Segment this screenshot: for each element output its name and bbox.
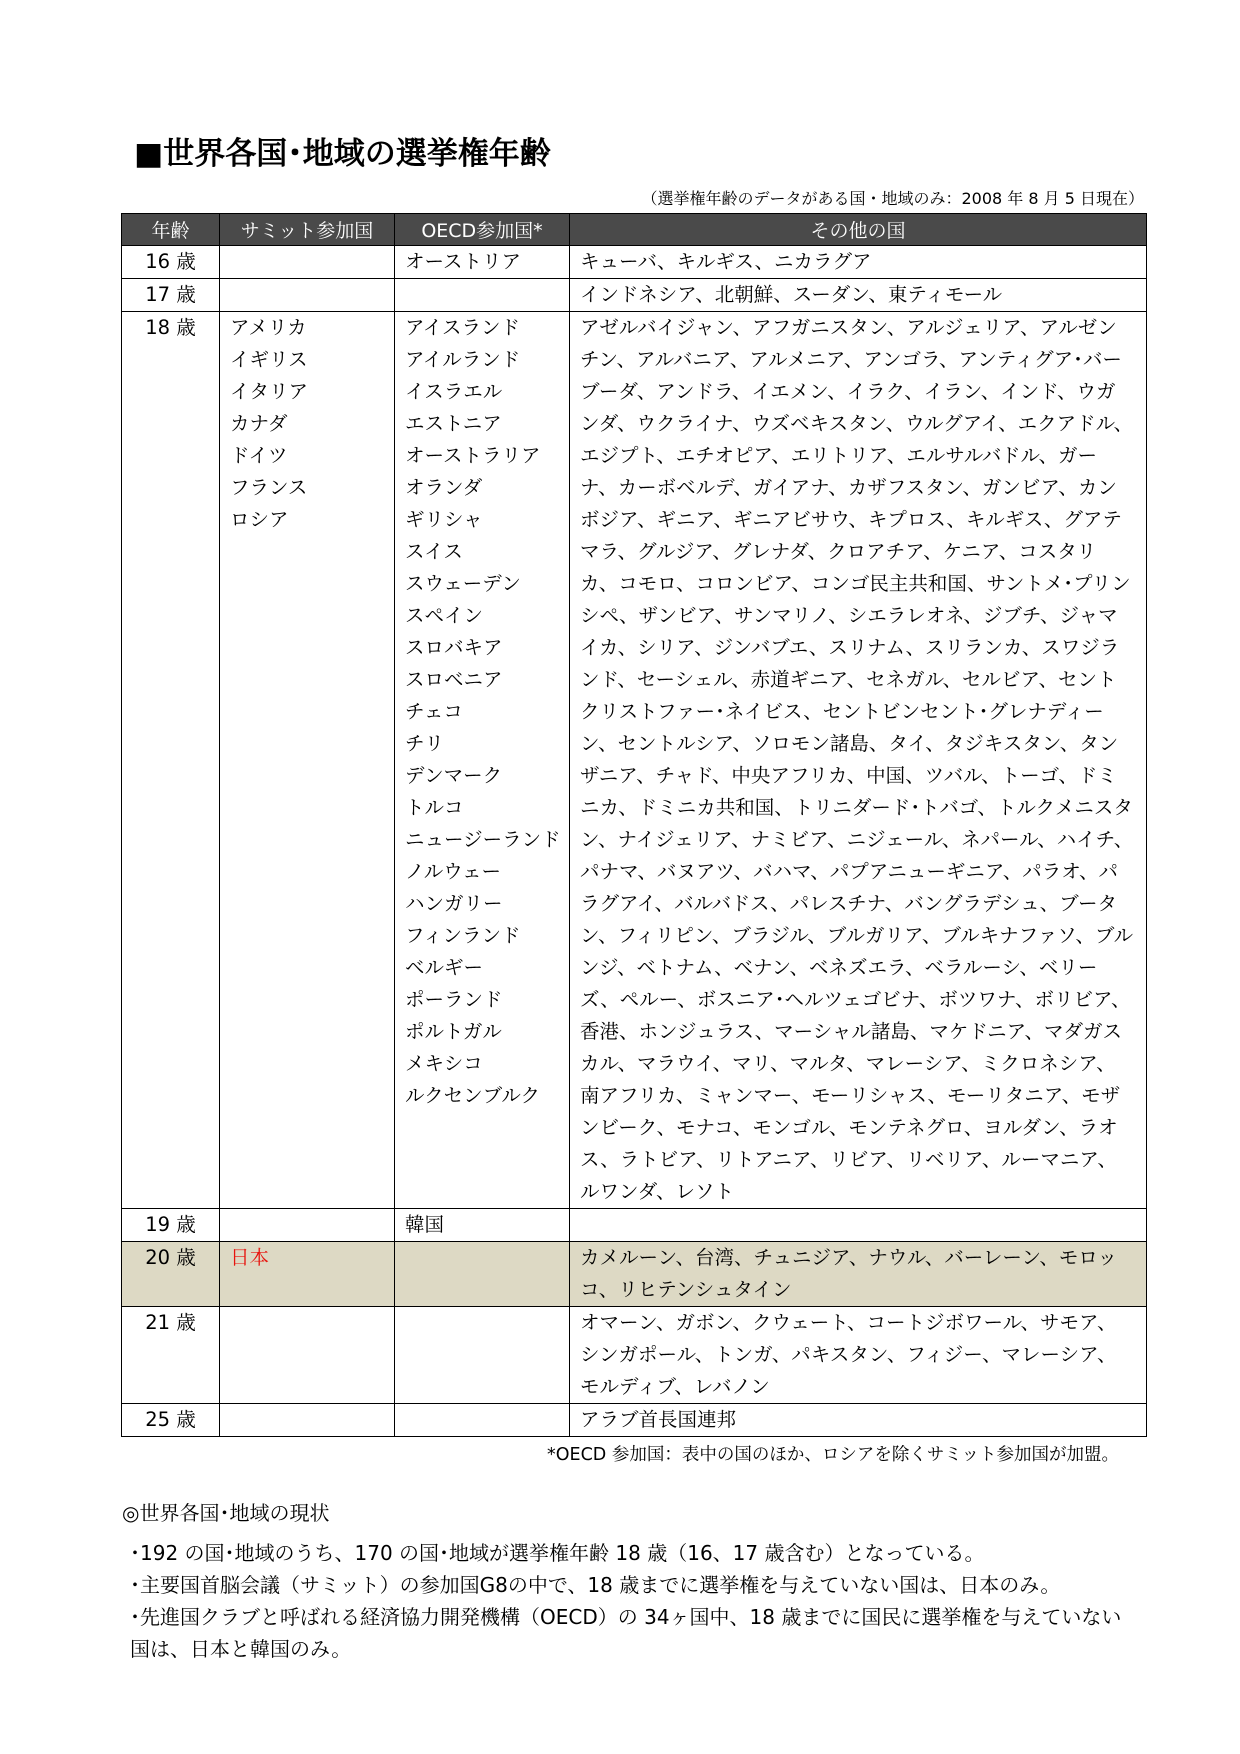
country-item: ポーランド xyxy=(405,988,503,1011)
oecd-cell xyxy=(395,279,570,312)
country-item: ギリシャ xyxy=(405,508,483,531)
bullet-list xyxy=(130,1537,1140,1665)
country-item: オランダ xyxy=(405,476,483,499)
summit-cell xyxy=(220,1209,395,1242)
country-item: ノルウェー xyxy=(405,860,501,883)
other-cell: カメルーン、台湾、チュニジア、ナウル、バーレーン、モロッコ、リヒテンシュタイン xyxy=(570,1242,1147,1307)
other-cell: インドネシア、北朝鮮、スーダン、東ティモール xyxy=(570,279,1147,312)
oecd-cell xyxy=(395,1307,570,1404)
section-title: ◎世界各国･地域の現状 xyxy=(122,1501,330,1525)
age-cell: 21 歳 xyxy=(122,1307,220,1404)
country-item: オーストリア xyxy=(405,250,522,273)
country-item: アメリカ xyxy=(230,316,307,339)
other-cell: キューバ、キルギス、ニカラグア xyxy=(570,246,1147,279)
age-cell: 18 歳 xyxy=(122,312,220,1209)
oecd-cell xyxy=(395,1209,570,1242)
table-header-row xyxy=(122,214,1147,246)
age-cell: 25 歳 xyxy=(122,1404,220,1437)
summit-cell xyxy=(220,279,395,312)
country-item: イタリア xyxy=(230,380,309,403)
other-cell: オマーン、ガボン、クウェート、コートジボワール、サモア、シンガポール、トンガ、パキスタン、フィジー、マレーシア、モルディブ、レバノン xyxy=(570,1307,1147,1404)
oecd-cell xyxy=(395,312,570,1209)
oecd-footnote: *OECD 参加国：表中の国のほか、ロシアを除くサミット参加国が加盟。 xyxy=(547,1445,1119,1465)
header-oecd: OECD参加国* xyxy=(395,214,570,246)
voting-age-table xyxy=(121,213,1147,1437)
table-row-20 xyxy=(122,1242,1147,1307)
other-cell: アゼルバイジャン、アフガニスタン、アルジェリア、アルゼンチン、アルバニア、アルメニア、アンゴラ、アンティグア･バーブーダ、アンドラ、イエメン、イラク、イラン、インド、ウガンダ、ウクライナ、ウズベキスタン、ウルグアイ、エクアドル、エジプト、エチオピア、エリトリア、エルサルバドル、ガーナ、カーボベルデ、ガイアナ、カザフスタン、ガンビア、カンボジア、ギニア、ギニアビサウ、キプロス、キルギス、グアテマラ、グルジア、グレナダ、クロアチア、ケニア、コスタリカ、コモロ、コロンビア、コンゴ民主共和国、サントメ･プリンシペ、ザンビア、サンマリノ、シエラレオネ、ジブチ、ジャマイカ、シリア、ジンバブエ、スリナム、スリランカ、スワジランド、セーシェル、赤道ギニア、セネガル、セルビア、セントクリストファー･ネイビス、セントビンセント･グレナディーン、セントルシア、ソロモン諸島、タイ、タジキスタン、タンザニア、チャド、中央アフリカ、中国、ツバル、トーゴ、ドミニカ、ドミニカ共和国、トリニダード･トバゴ、トルクメニスタン、ナイジェリア、ナミビア、ニジェール、ネパール、ハイチ、パナマ、バヌアツ、バハマ、パプアニューギニア、パラオ、パラグアイ、バルバドス、パレスチナ、バングラデシュ、ブータン、フィリピン、ブラジル、ブルガリア、ブルキナファソ、ブルンジ、ベトナム、ベナン、ベネズエラ、ベラルーシ、ベリーズ、ペルー、ボスニア･ヘルツェゴビナ、ボツワナ、ボリビア、香港、ホンジュラス、マーシャル諸島、マケドニア、マダガスカル、マラウイ、マリ、マルタ、マレーシア、ミクロネシア、南アフリカ、ミャンマー、モーリシャス、モーリタニア、モザンビーク、モナコ、モンゴル、モンテネグロ、ヨルダン、ラオス、ラトビア、リトアニア、リビア、リベリア、ルーマニア、ルワンダ、レソト xyxy=(570,312,1147,1209)
country-item: ルクセンブルク xyxy=(405,1084,540,1107)
table-row-18 xyxy=(122,312,1147,1209)
country-item: スペイン xyxy=(405,604,484,627)
country-item: カナダ xyxy=(230,412,288,435)
country-item: チリ xyxy=(405,732,445,755)
country-item: ベルギー xyxy=(405,956,484,979)
country-item: オーストラリア xyxy=(405,444,541,467)
summit-cell xyxy=(220,1307,395,1404)
country-item: フランス xyxy=(230,476,308,499)
summit-cell xyxy=(220,246,395,279)
country-item: ポルトガル xyxy=(405,1020,502,1043)
data-note: （選挙権年齢のデータがある国・地域のみ：2008 年 8 月 5 日現在） xyxy=(641,189,1144,208)
age-cell: 17 歳 xyxy=(122,279,220,312)
country-item: アイスランド xyxy=(405,316,521,339)
header-summit: サミット参加国 xyxy=(220,214,395,246)
country-item: イスラエル xyxy=(405,380,503,403)
country-item: アイルランド xyxy=(405,348,521,371)
age-cell: 20 歳 xyxy=(122,1242,220,1307)
country-item: 韓国 xyxy=(405,1213,445,1236)
country-item: ニュージーランド xyxy=(405,828,561,851)
header-other: その他の国 xyxy=(570,214,1147,246)
summit-cell xyxy=(220,1404,395,1437)
summit-cell xyxy=(220,1242,395,1307)
country-item: メキシコ xyxy=(405,1052,483,1075)
table-row-21 xyxy=(122,1307,1147,1404)
oecd-cell xyxy=(395,246,570,279)
country-item: ドイツ xyxy=(230,444,288,467)
age-cell: 16 歳 xyxy=(122,246,220,279)
page-title: ■世界各国･地域の選挙権年齢 xyxy=(134,136,551,172)
table-row-17 xyxy=(122,279,1147,312)
country-item: トルコ xyxy=(405,796,464,819)
country-item: デンマーク xyxy=(405,764,503,787)
table-row-25 xyxy=(122,1404,1147,1437)
country-item-japan: 日本 xyxy=(230,1246,270,1269)
bullet-item: ･192 の国･地域のうち、170 の国･地域が選挙権年齢 18 歳（16、17 歳含む）となっている。 xyxy=(130,1541,985,1565)
country-item: エストニア xyxy=(405,412,502,435)
other-cell: アラブ首長国連邦 xyxy=(570,1404,1147,1437)
other-cell xyxy=(570,1209,1147,1242)
header-age: 年齢 xyxy=(122,214,220,246)
table-row-16 xyxy=(122,246,1147,279)
bullet-item: ･先進国クラブと呼ばれる経済協力開発機構（OECD）の 34ヶ国中、18 歳までに国民に選挙権を与えていない国は、日本と韓国のみ。 xyxy=(130,1605,1122,1661)
country-item: フィンランド xyxy=(405,924,521,947)
bullet-item: ･主要国首脳会議（サミット）の参加国G8の中で、18 歳までに選挙権を与えていない国は、日本のみ。 xyxy=(130,1573,1061,1597)
country-item: スウェーデン xyxy=(405,572,521,595)
oecd-cell xyxy=(395,1242,570,1307)
table-row-19 xyxy=(122,1209,1147,1242)
country-item: イギリス xyxy=(230,348,308,371)
country-item: スイス xyxy=(405,540,463,563)
oecd-cell xyxy=(395,1404,570,1437)
country-item: スロバキア xyxy=(405,636,503,659)
country-item: ロシア xyxy=(230,508,289,531)
country-item: スロベニア xyxy=(405,668,503,691)
age-cell: 19 歳 xyxy=(122,1209,220,1242)
country-item: ハンガリー xyxy=(405,892,503,915)
summit-cell xyxy=(220,312,395,1209)
country-item: チェコ xyxy=(405,700,463,723)
